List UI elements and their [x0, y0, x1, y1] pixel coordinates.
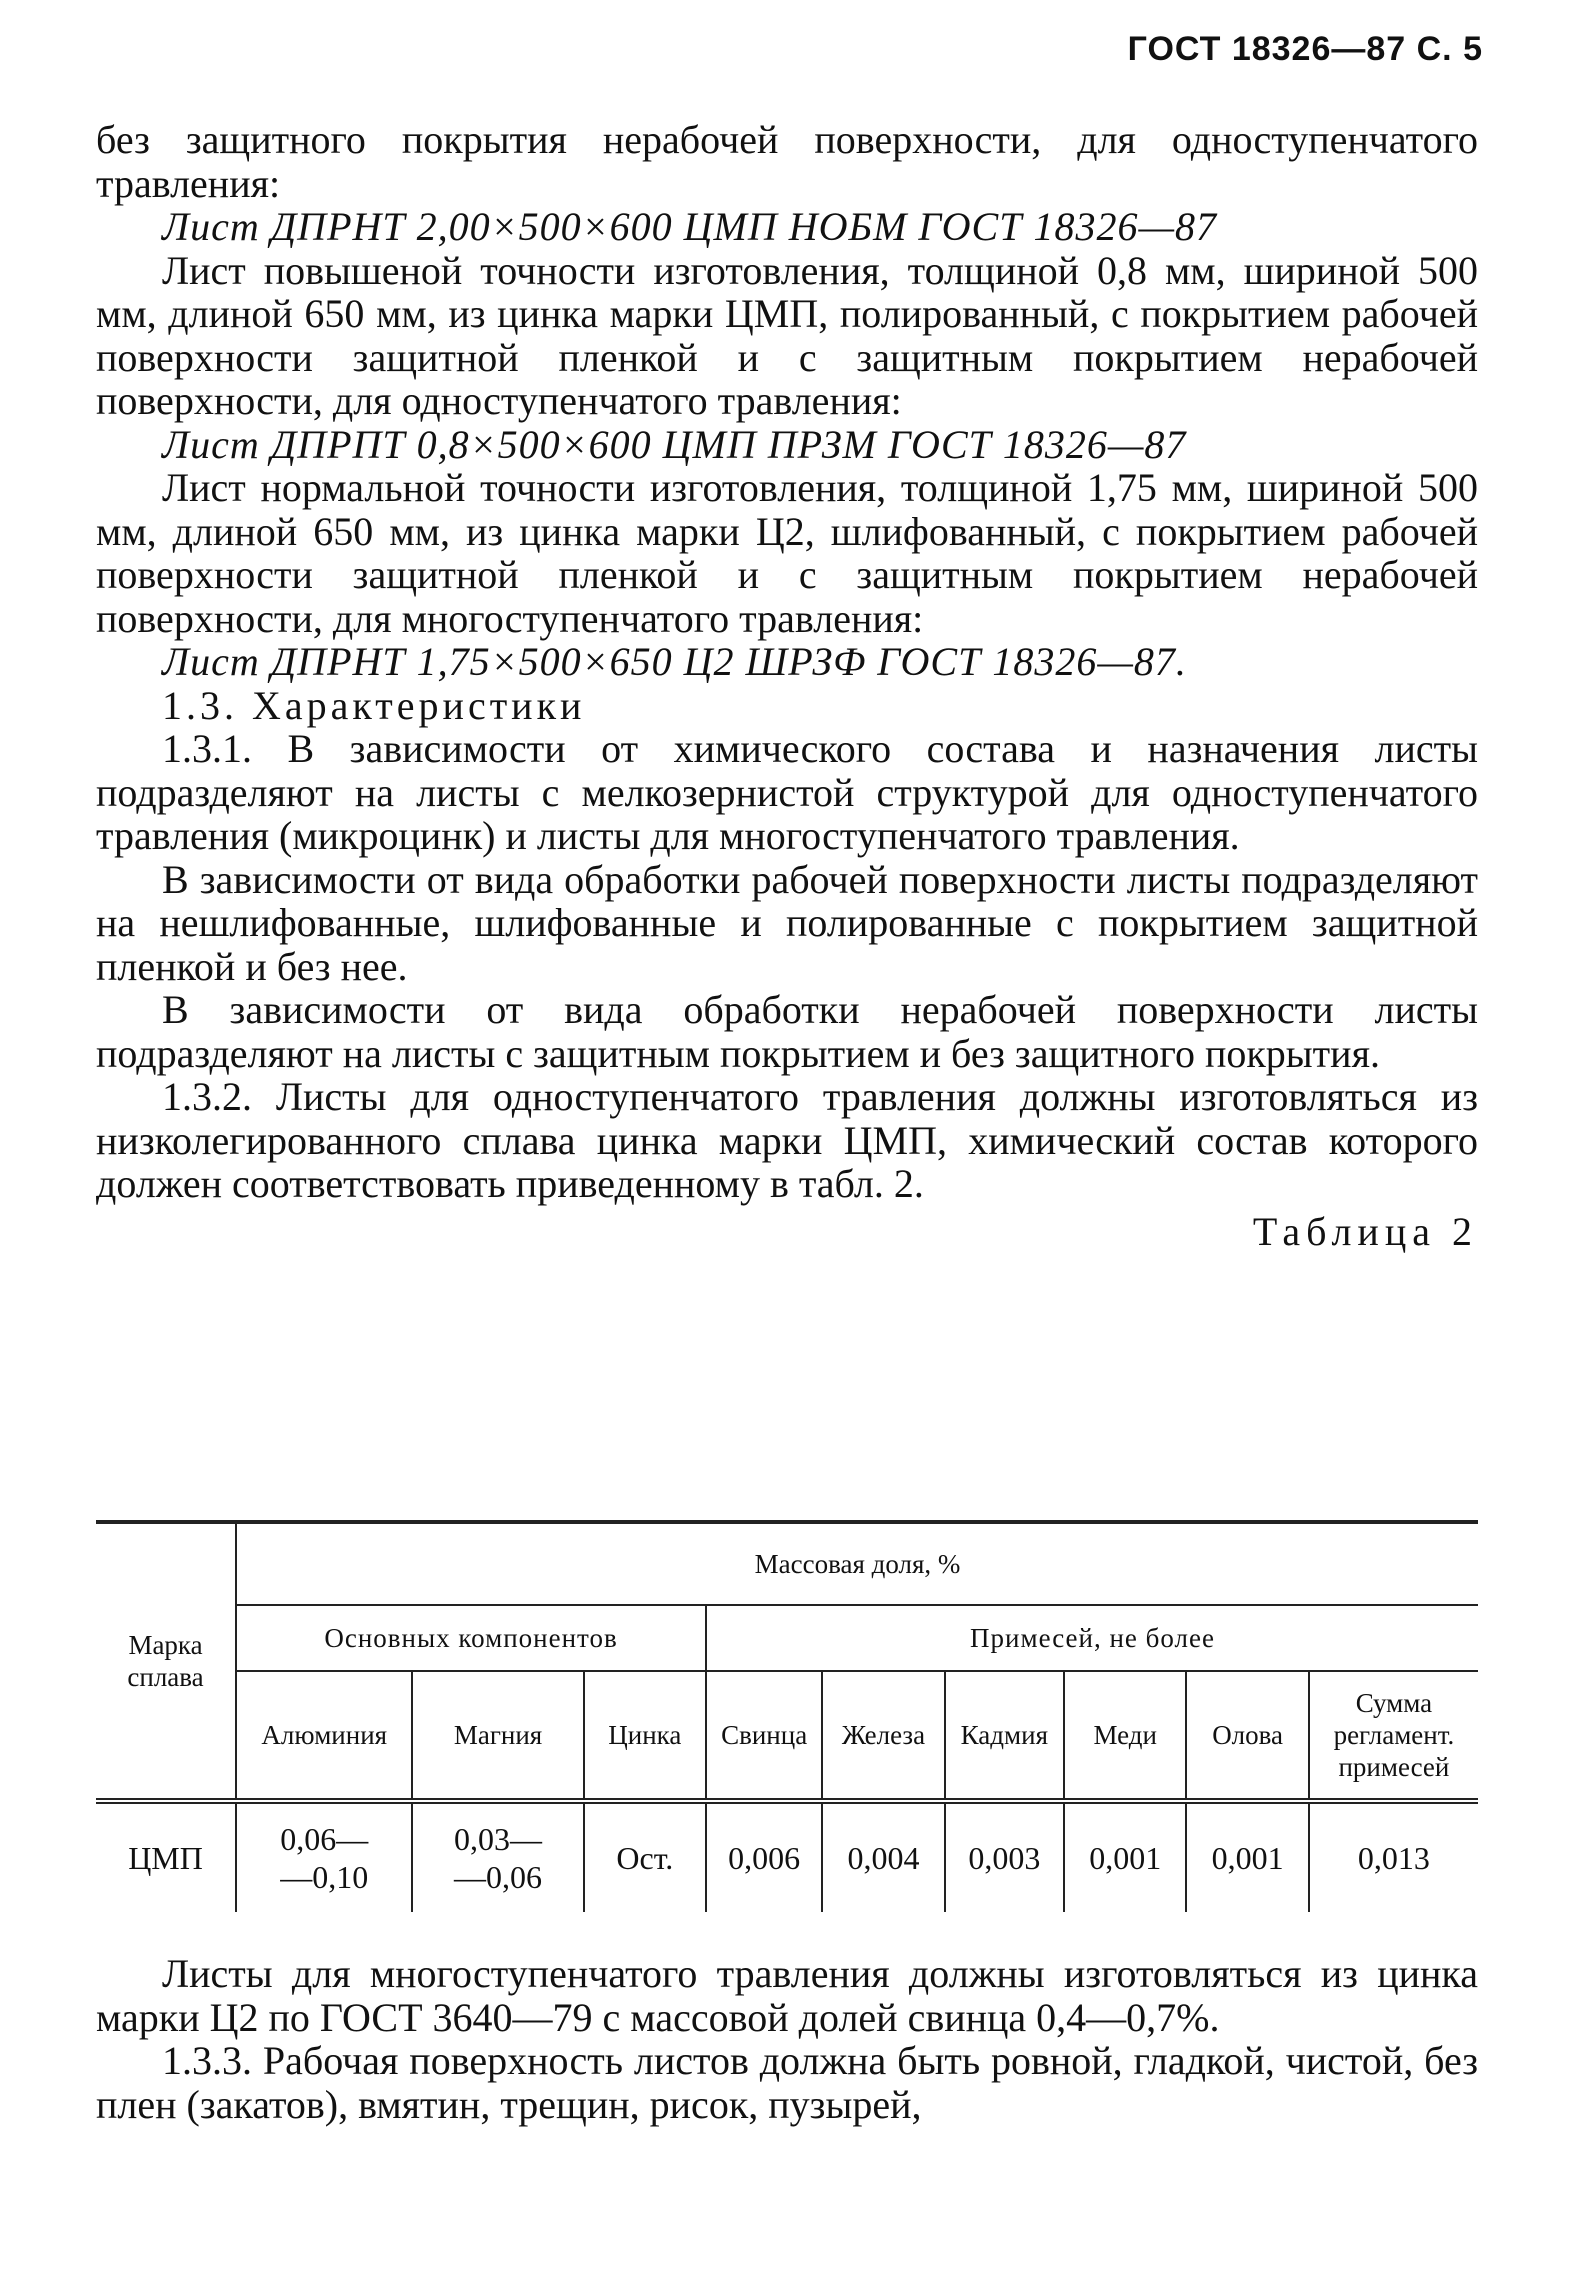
- cell-value: 0,004: [822, 1801, 944, 1912]
- after-table-text: [96, 1952, 1478, 2126]
- designation-example: Лист ДПРНТ 1,75×500×650 Ц2 ШРЗФ ГОСТ 18326—87.: [162, 639, 1187, 684]
- section-heading: 1.3. Характеристики: [162, 682, 586, 728]
- col-iron: Железа: [822, 1671, 944, 1801]
- designation-example: Лист ДПРПТ 0,8×500×600 ЦМП ПРЗМ ГОСТ 18326—87: [162, 421, 1187, 467]
- body-text: [96, 118, 1478, 1253]
- col-tin: Олова: [1186, 1671, 1308, 1801]
- table-row: [96, 1801, 1478, 1912]
- paragraph: Лист повышеной точности изготовления, толщиной 0,8 мм, шириной 500 мм, длиной 650 мм, из цинка марки ЦМП, полированный, с покрытием рабочей поверхности защитной пленкой и с защитным покрытием нерабочей поверхности, для одноступенчатого травления:: [96, 247, 1478, 423]
- cell-value: Ост.: [584, 1801, 706, 1912]
- cell-value: 0,003: [945, 1801, 1064, 1912]
- paragraph: 1.3.2. Листы для одноступенчатого травления должны изготовляться из низколегированного сплава цинка марки ЦМП, химический состав которого должен соответствовать приведенному в табл. 2.: [96, 1074, 1478, 1206]
- paragraph: Листы для многоступенчатого травления должны изготовляться из цинка марки Ц2 по ГОСТ 3640—79 с массовой долей свинца 0,4—0,7%.: [96, 1951, 1478, 2040]
- paragraph: В зависимости от вида обработки нерабочей поверхности листы подразделяют на листы с защитным покрытием и без защитного покрытия.: [96, 987, 1478, 1076]
- cell-value: 0,03— —0,06: [412, 1801, 583, 1912]
- col-cadmium: Кадмия: [945, 1671, 1064, 1801]
- cell-brand: ЦМП: [96, 1801, 236, 1912]
- paragraph: 1.3.1. В зависимости от химического состава и назначения листы подразделяют на листы с мелкозернистой структурой для одноступенчатого травления (микроцинк) и листы для многоступенчатого травления.: [96, 726, 1478, 858]
- paragraph: Лист нормальной точности изготовления, толщиной 1,75 мм, шириной 500 мм, длиной 650 мм, из цинка марки Ц2, шлифованный, с покрытием рабочей поверхности защитной пленкой и с защитным покрытием нерабочей поверхности, для многоступенчатого травления:: [96, 465, 1478, 641]
- cell-value: 0,06— —0,10: [236, 1801, 412, 1912]
- col-zinc: Цинка: [584, 1671, 706, 1801]
- paragraph: 1.3.3. Рабочая поверхность листов должна быть ровной, гладкой, чистой, без плен (закатов), вмятин, трещин, рисок, пузырей,: [96, 2038, 1478, 2127]
- cell-value: 0,006: [706, 1801, 822, 1912]
- header-impurities: Примесей, не более: [706, 1605, 1478, 1671]
- col-aluminium: Алюминия: [236, 1671, 412, 1801]
- composition-table: [96, 1520, 1478, 1912]
- cell-value: 0,013: [1309, 1801, 1478, 1912]
- col-lead: Свинца: [706, 1671, 822, 1801]
- cell-value: 0,001: [1186, 1801, 1308, 1912]
- paragraph: без защитного покрытия нерабочей поверхности, для одноступенчатого травления:: [96, 117, 1478, 206]
- header-brand: Марка сплава: [96, 1522, 236, 1801]
- page-header: ГОСТ 18326—87 С. 5: [1127, 30, 1483, 68]
- table-caption: Таблица 2: [1252, 1208, 1478, 1254]
- col-copper: Меди: [1064, 1671, 1186, 1801]
- designation-example: Лист ДПРНТ 2,00×500×600 ЦМП НОБМ ГОСТ 18326—87: [162, 204, 1218, 249]
- paragraph: В зависимости от вида обработки рабочей поверхности листы подразделяют на нешлифованные, шлифованные и полированные с покрытием защитной пленкой и без нее.: [96, 856, 1478, 989]
- header-main-components: Основных компонентов: [236, 1605, 706, 1671]
- header-mass-fraction: Массовая доля, %: [236, 1522, 1478, 1605]
- cell-value: 0,001: [1064, 1801, 1186, 1912]
- col-magnesium: Магния: [412, 1671, 583, 1801]
- col-impurities-sum: Сумма регламент. примесей: [1309, 1671, 1478, 1801]
